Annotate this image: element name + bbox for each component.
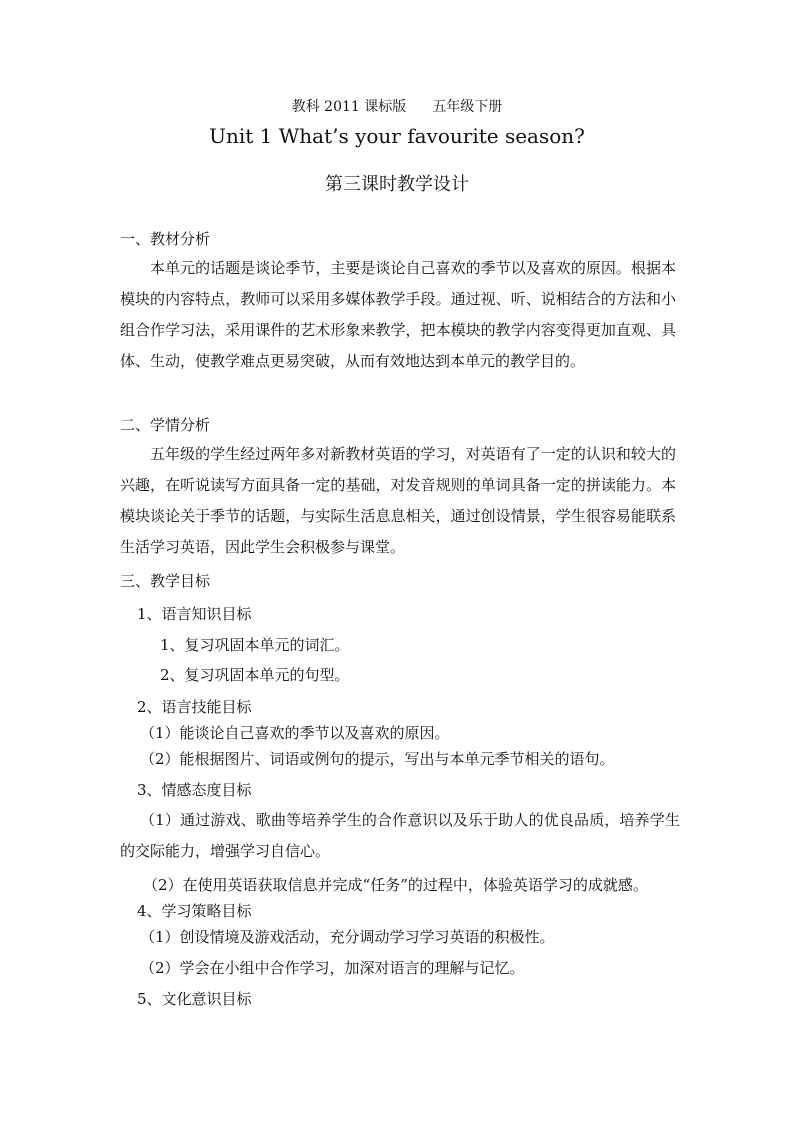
- goal-4-heading: 4、学习策略目标: [137, 902, 252, 920]
- goal-3-item-2: （2）在使用英语获取信息并完成“任务”的过程中，体验英语学习的成就感。: [143, 876, 648, 894]
- document-title: Unit 1 What’s your favourite season?: [209, 124, 585, 148]
- goal-4-item-1: （1）创设情境及游戏活动，充分调动学习学习英语的积极性。: [140, 928, 555, 946]
- goal-1-item-2: 2、复习巩固本单元的句型。: [160, 666, 350, 684]
- goal-2-item-1: （1）能谈论自己喜欢的季节以及喜欢的原因。: [140, 724, 450, 742]
- goal-3-item-1: （1）通过游戏、歌曲等培养学生的合作意识以及乐于助人的优良品质，培养学生的交际能力，增强学习自信心。: [120, 811, 680, 860]
- edition-label: 教科 2011 课标版: [291, 99, 407, 115]
- goal-2-heading: 2、语言技能目标: [137, 698, 252, 716]
- section-1-heading: 一、教材分析: [120, 230, 211, 248]
- goal-1-item-1: 1、复习巩固本单元的词汇。: [160, 636, 350, 654]
- section-2-heading: 二、学情分析: [120, 416, 211, 434]
- section-3-heading: 三、教学目标: [120, 572, 211, 590]
- document-subtitle: 第三课时教学设计: [325, 174, 469, 195]
- grade-label: 五年级下册: [432, 99, 503, 115]
- goal-3-heading: 3、情感态度目标: [137, 781, 252, 799]
- goal-2-item-2: （2）能根据图片、词语或例句的提示，写出与本单元季节相关的语句。: [140, 750, 615, 768]
- goal-4-item-2: （2）学会在小组中合作学习，加深对语言的理解与记忆。: [140, 959, 525, 977]
- goal-1-heading: 1、语言知识目标: [137, 605, 252, 623]
- section-2-body: 五年级的学生经过两年多对新教材英语的学习，对英语有了一定的认识和较大的兴趣，在听说读写方面具备一定的基础，对发音规则的单词具备一定的拼读能力。本模块谈论关于季节的话题，与实际生活息息相关，通过创设情景，学生很容易能联系生活学习英语，因此学生会积极参与课堂。: [120, 445, 676, 556]
- section-1-body: 本单元的话题是谈论季节，主要是谈论自己喜欢的季节以及喜欢的原因。根据本模块的内容特点，教师可以采用多媒体教学手段。通过视、听、说相结合的方法和小组合作学习法，采用课件的艺术形象来教学，把本模块的教学内容变得更加直观、具体、生动，使教学难点更易突破，从而有效地达到本单元的教学目的。: [120, 259, 676, 370]
- goal-5-heading: 5、文化意识目标: [137, 990, 252, 1008]
- edition-line: [0, 96, 794, 116]
